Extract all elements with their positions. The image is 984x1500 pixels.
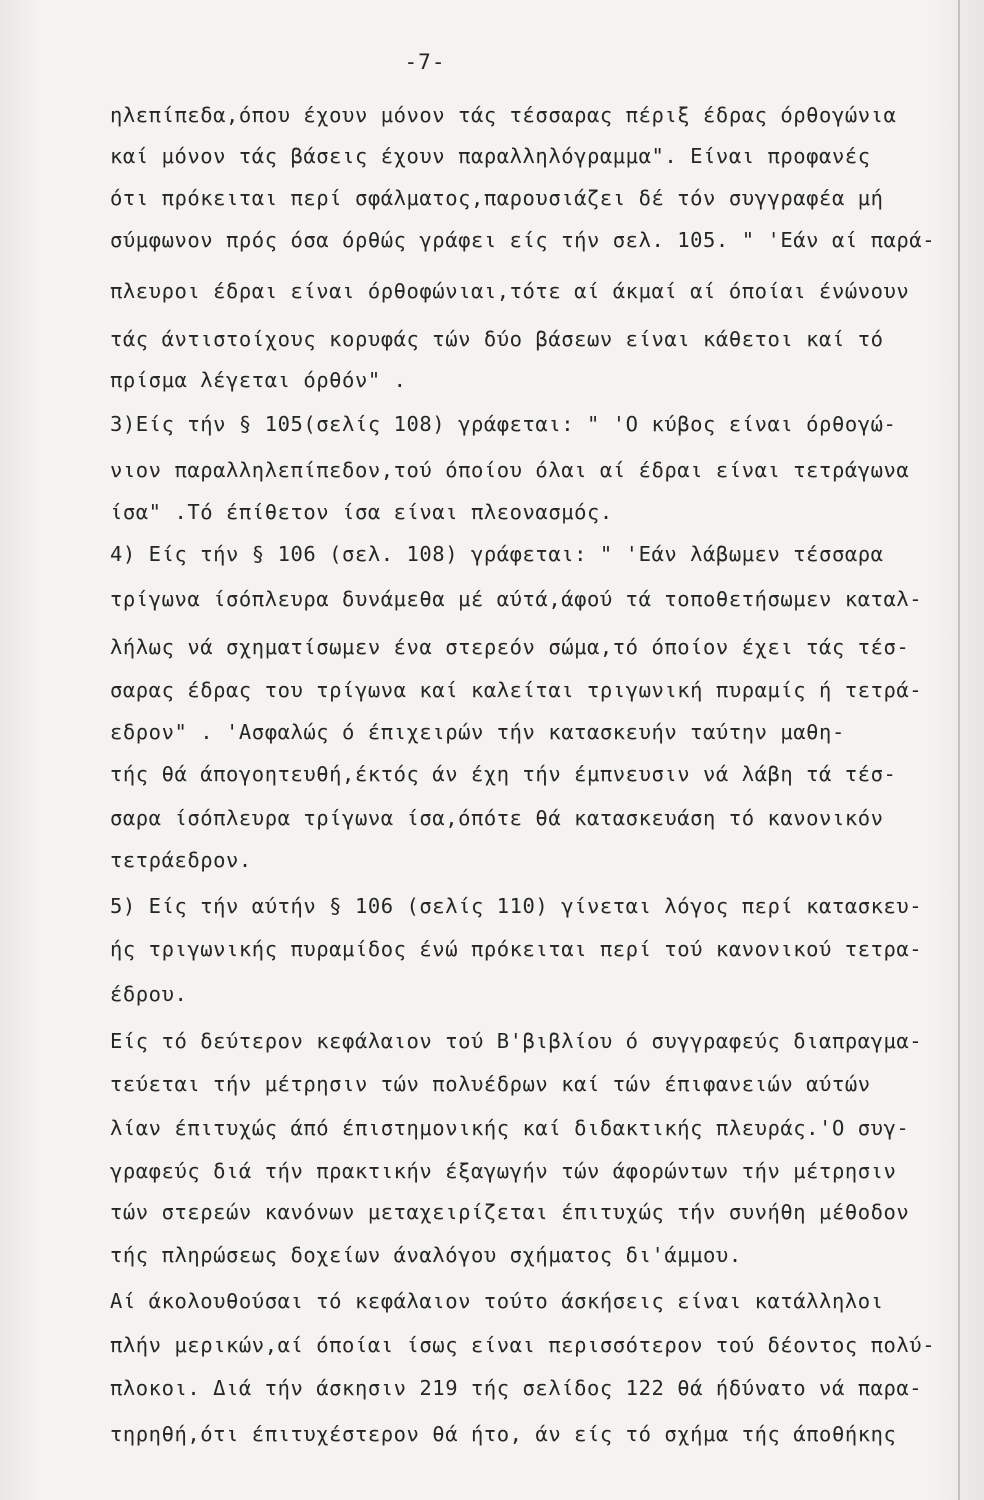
text-line: νιον παραλληλεπίπεδον,τού όποίου όλαι αί έδραι είναι τετράγωνα xyxy=(110,458,910,482)
text-line: τάς άντιστοίχους κορυφάς τών δύο βάσεων είναι κάθετοι καί τό xyxy=(110,327,884,351)
text-line: ίσα" .Τό έπίθετον ίσα είναι πλεονασμός. xyxy=(110,500,613,524)
text-line: λίαν έπιτυχώς άπό έπιστημονικής καί διδακτικής πλευράς.'Ο συγ- xyxy=(110,1116,910,1140)
text-line: έδρου. xyxy=(110,982,188,1006)
text-line: σύμφωνον πρός όσα όρθώς γράφει είς τήν σελ. 105. " 'Εάν αί παρά- xyxy=(110,228,936,252)
text-line: καί μόνον τάς βάσεις έχουν παραλληλόγραμμα". Είναι προφανές xyxy=(110,144,871,168)
text-line: ότι πρόκειται περί σφάλματος,παρουσιάζει δέ τόν συγγραφέα μή xyxy=(110,186,884,210)
text-line: ηλεπίπεδα,όπου έχουν μόνον τάς τέσσαρας πέριξ έδρας όρθογώνια xyxy=(110,103,897,127)
text-line: σαρας έδρας του τρίγωνα καί καλείται τριγωνική πυραμίς ή τετρά- xyxy=(110,678,923,702)
text-line: 4) Είς τήν § 106 (σελ. 108) γράφεται: " 'Εάν λάβωμεν τέσσαρα xyxy=(110,542,884,566)
text-line: ής τριγωνικής πυραμίδος ένώ πρόκειται περί τού κανονικού τετρα- xyxy=(110,937,923,961)
text-line: εδρον" . 'Ασφαλώς ό έπιχειρών τήν κατασκευήν ταύτην μαθη- xyxy=(110,720,845,744)
page-edge-line xyxy=(958,0,960,1500)
text-line: τής θά άπογοητευθή,έκτός άν έχη τήν έμπνευσιν νά λάβη τά τέσ- xyxy=(110,762,897,786)
text-line: τρίγωνα ίσόπλευρα δυνάμεθα μέ αύτά,άφού τά τοποθετήσωμεν καταλ- xyxy=(110,587,923,611)
text-line: γραφεύς διά τήν πρακτικήν έξαγωγήν τών άφορώντων τήν μέτρησιν xyxy=(110,1159,897,1183)
text-line: πλευροι έδραι είναι όρθοφώνιαι,τότε αί άκμαί αί όποίαι ένώνουν xyxy=(110,279,910,303)
text-line: πλήν μερικών,αί όποίαι ίσως είναι περισσότερον τού δέοντος πολύ- xyxy=(110,1333,936,1357)
text-line: τών στερεών κανόνων μεταχειρίζεται έπιτυχώς τήν συνήθη μέθοδον xyxy=(110,1200,910,1224)
text-line: πρίσμα λέγεται όρθόν" . xyxy=(110,368,407,392)
text-line: τεύεται τήν μέτρησιν τών πολυέδρων καί τών έπιφανειών αύτών xyxy=(110,1072,871,1096)
text-line: σαρα ίσόπλευρα τρίγωνα ίσα,όπότε θά κατασκευάση τό κανονικόν xyxy=(110,806,884,830)
text-line: πλοκοι. Διά τήν άσκησιν 219 τής σελίδος 122 θά ήδύνατο νά παρα- xyxy=(110,1376,923,1400)
text-line: Αί άκολουθούσαι τό κεφάλαιον τούτο άσκήσεις είναι κατάλληλοι xyxy=(110,1289,884,1313)
text-line: τής πληρώσεως δοχείων άναλόγου σχήματος δι'άμμου. xyxy=(110,1243,742,1267)
text-line: λήλως νά σχηματίσωμεν ένα στερεόν σώμα,τό όποίον έχει τάς τέσ- xyxy=(110,635,910,659)
page-number: -7- xyxy=(404,50,446,74)
text-line: 3)Είς τήν § 105(σελίς 108) γράφεται: " 'Ο κύβος είναι όρθογώ- xyxy=(110,412,897,436)
text-line: τετράεδρον. xyxy=(110,848,252,872)
text-line: 5) Είς τήν αύτήν § 106 (σελίς 110) γίνεται λόγος περί κατασκευ- xyxy=(110,894,923,918)
text-line: τηρηθή,ότι έπιτυχέστερον θά ήτο, άν είς τό σχήμα τής άποθήκης xyxy=(110,1422,897,1446)
text-line: Είς τό δεύτερον κεφάλαιον τού Β'βιβλίου ό συγγραφεύς διαπραγμα- xyxy=(110,1029,923,1053)
